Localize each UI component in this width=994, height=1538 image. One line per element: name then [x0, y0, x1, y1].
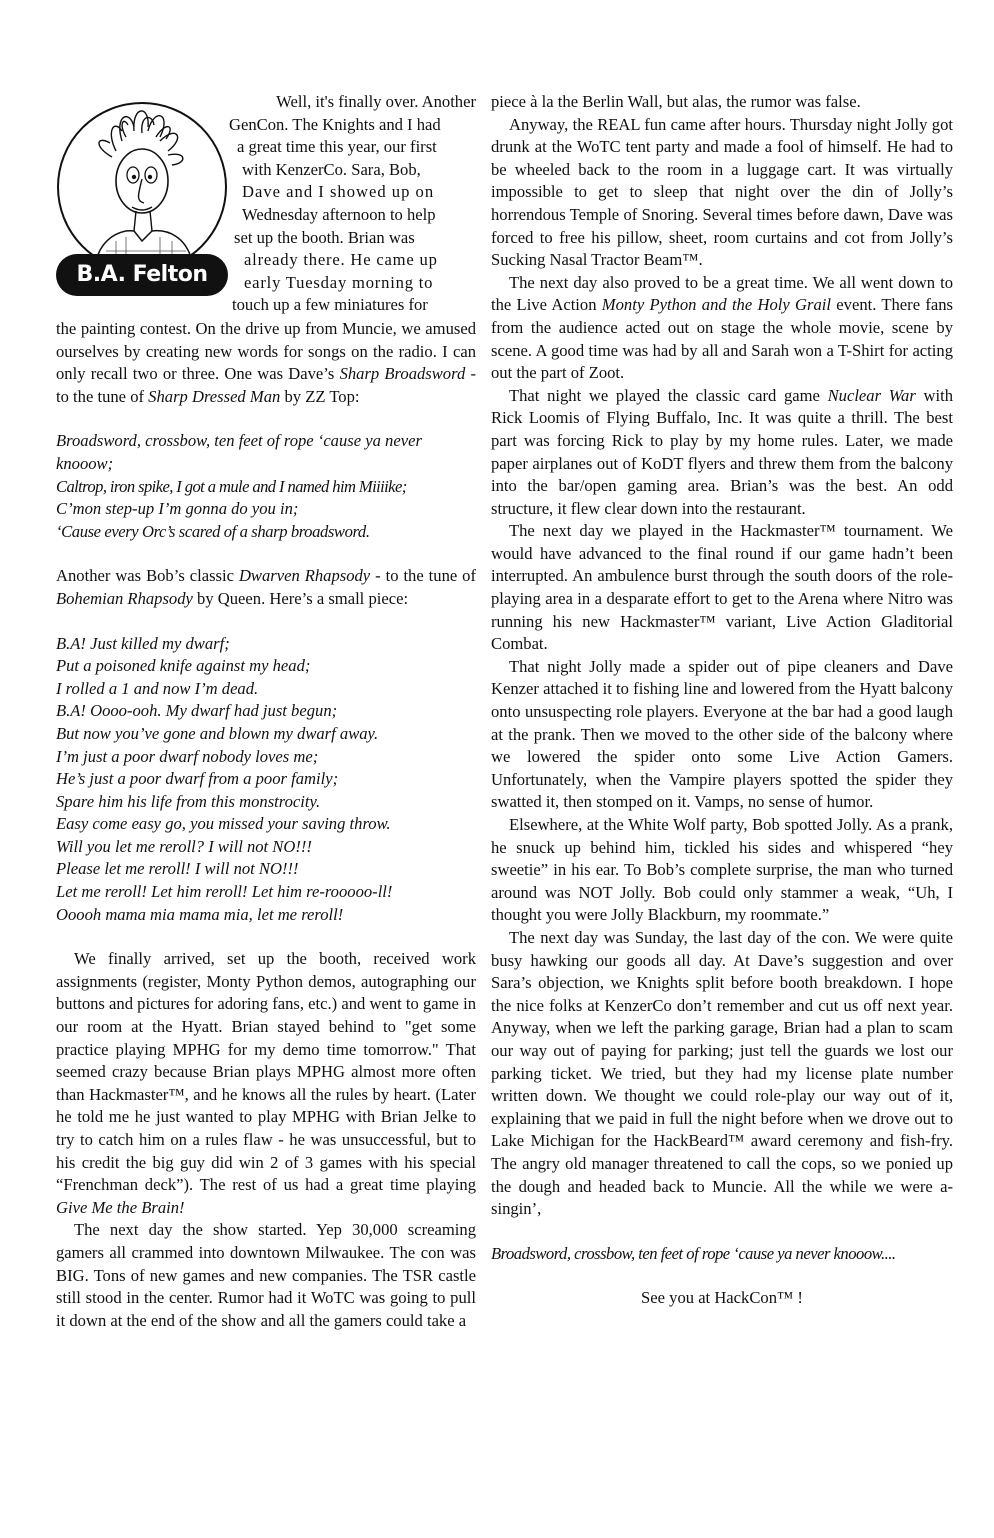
- text-run: The next day also proved to be a great time. We all went down to the Live Action: [491, 272, 953, 315]
- left-column: [56, 91, 476, 1332]
- intro-line: with KenzerCo. Sara, Bob,: [242, 159, 421, 179]
- text-run: event. There fans from the audience acted out on stage the whole movie, scene by scene. A good time was had by all and Sarah won a T-Shirt for acting out the part of Zoot.: [491, 295, 953, 383]
- paragraph: The next day was Sunday, the last day of the con. We were quite busy hawking our goods all day. At Dave’s suggestion and over Sara’s objection, we Knights split before booth breakdown. I hope the nice folks at KenzerCo don’t remember and cut us off next year. Anyway, when we left the parking garage, Brian had a plan to scam our way out of paying for parking; just tell the guards we lost our parking ticket. We tried, but they had my license plate number written down. We thought we could role-play our way out of it, explaining that we paid in full the night before when we drove out to Lake Michigan for the HackBeard™ award ceremony and fish-fry. The angry old manager threatened to call the cops, so we ponied up the dough and headed back to Muncie. All the while we were a-singin’,: [491, 927, 953, 1219]
- paragraph: Elsewhere, at the White Wolf party, Bob spotted Jolly. As a prank, he snuck up behind him, tickled his sides and whispered “hey sweetie” in his ear. To Bob’s complete surprise, the man who turned around was NOT Jolly. Bob could only stammer a weak, “Uh, I thought you were Jolly Blackburn, my roommate.”: [491, 815, 953, 925]
- verse-line: I rolled a 1 and now I’m dead.: [56, 678, 259, 698]
- verse-line: Spare him his life from this monstrocity.: [56, 791, 321, 811]
- paragraph: Anyway, the REAL fun came after hours. Thursday night Jolly got drunk at the WoTC tent party and made a fool of himself. He had to be wheeled back to the room in a luggage cart. It was virtually impossible to get to sleep that night over the din of Jolly’s horrendous Temple of Snoring. Several times before dawn, Dave was forced to free his pillow, sheet, room curtains and cot from Jolly’s Sucking Nasal Tractor Beam™.: [491, 114, 953, 270]
- verse-line: Broadsword, crossbow, ten feet of rope ‘cause ya never knooow;: [56, 431, 422, 473]
- paragraph: [56, 565, 476, 610]
- song-verse: [56, 633, 476, 927]
- paragraph: [56, 318, 476, 408]
- paragraph: That night Jolly made a spider out of pipe cleaners and Dave Kenzer attached it to fishing line and lowered from the Hyatt balcony onto unsuspecting role players. Everyone at the bar had a good laugh at the prank. Then we moved to the other side of the balcony where we lowered the spider onto some Live Action Gamers. Unfortunately, when the Vampire players spotted the spider they swatted it, then stomped on it. Vamps, no sense of humor.: [491, 656, 953, 812]
- signoff: See you at HackCon™ !: [641, 1288, 803, 1308]
- right-column: [491, 91, 953, 1310]
- paragraph: piece à la the Berlin Wall, but alas, the rumor was false.: [491, 92, 861, 111]
- text-run: by Queen. Here’s a small piece:: [192, 588, 409, 608]
- verse-line: B.A! Oooo-ooh. My dwarf had just begun;: [56, 701, 338, 721]
- text-run: - to the tune of: [370, 566, 476, 586]
- verse-line: Caltrop, iron spike, I got a mule and I named him Miiiike;: [56, 476, 407, 496]
- verse-line: C’mon step-up I’m gonna do you in;: [56, 499, 299, 519]
- text-run: Another was Bob’s classic: [56, 566, 239, 586]
- text-run: the painting contest. On the drive up from Muncie, we amused ourselves by creating new words for songs on the radio. I can only recall two or three. One was Dave’s: [56, 319, 476, 384]
- song-verse: [56, 430, 476, 543]
- closing-verse: Broadsword, crossbow, ten feet of rope ‘cause ya never knooow....: [491, 1243, 896, 1263]
- verse-line: I’m just a poor dwarf nobody loves me;: [56, 746, 319, 766]
- game-title: Nuclear War: [827, 385, 916, 405]
- intro-line: already there. He came up: [244, 250, 438, 270]
- verse-line: Will you let me reroll? I will not NO!!!: [56, 836, 312, 856]
- verse-line: Easy come easy go, you missed your saving throw.: [56, 814, 391, 834]
- game-title: Give Me the Brain!: [56, 1197, 185, 1217]
- text-run: by ZZ Top:: [280, 386, 360, 406]
- paragraph: [491, 385, 953, 521]
- song-title: Sharp Dressed Man: [148, 386, 281, 406]
- verse-line: B.A! Just killed my dwarf;: [56, 633, 230, 653]
- verse-line: Put a poisoned knife against my head;: [56, 656, 311, 676]
- verse-line: Let me reroll! Let him reroll! Let him re-rooooo-ll!: [56, 882, 393, 902]
- intro-line: Well, it's finally over. Another: [276, 92, 476, 111]
- intro-line: Dave and I showed up on: [242, 182, 435, 202]
- song-title: Dwarven Rhapsody: [238, 566, 371, 586]
- paragraph: [56, 948, 476, 1219]
- event-title: Monty Python and the Holy Grail: [601, 295, 832, 315]
- intro-line: Wednesday afternoon to help: [242, 204, 436, 224]
- text-run: with Rick Loomis of Flying Buffalo, Inc. It was quite a thrill. The best part was forcing Rick to play by my home rules. Later, we made paper airplanes out of KoDT flyers and threw them from the balcony into the bar/open gaming area. Brian’s was the best. An odd structure, it flew clear down into the restaurant.: [491, 385, 953, 518]
- paragraph: The next day we played in the Hackmaster™ tournament. We would have advanced to the final round if our game hadn’t been interrupted. An ambulence burst through the south doors of the role-playing area in a desparate effort to get to the Arena where Nitro was running his new Hackmaster™ variant, Live Action Gladitorial Combat.: [491, 521, 953, 654]
- author-header: [56, 91, 476, 318]
- song-title: Sharp Broadsword: [339, 364, 466, 384]
- text-run: We finally arrived, set up the booth, received work assignments (register, Monty Python demos, autographing our buttons and pictures for adoring fans, etc.) and went to game in our room at the Hyatt. Brian stayed behind to "get some practice playing MPHG for my demo time tomorrow." That seemed crazy because Brian plays MPHG almost more often than Hackmaster™, and he knows all the rules by heart. (Later he told me he just wanted to play MPHG with Brian Jelke to try to catch him on a rules flaw - he was unsuccessful, but to his credit the big guy did win 2 of 3 games with his special “Frenchman deck”). The rest of us had a great time playing: [56, 949, 476, 1195]
- song-title: Bohemian Rhapsody: [56, 588, 193, 608]
- text-run: - to the tune of: [56, 364, 476, 406]
- intro-line: early Tuesday morning to: [244, 272, 434, 292]
- verse-line: Ooooh mama mia mama mia, let me reroll!: [56, 904, 344, 924]
- verse-line: He’s just a poor dwarf from a poor family;: [56, 769, 339, 789]
- intro-line: set up the booth. Brian was: [234, 227, 415, 247]
- verse-line: ‘Cause every Orc’s scared of a sharp broadsword.: [56, 521, 370, 541]
- intro-line: touch up a few miniatures for: [232, 295, 428, 315]
- author-name-badge: B.A. Felton: [56, 254, 228, 296]
- verse-line: Please let me reroll! I will not NO!!!: [56, 859, 299, 879]
- text-run: That night we played the classic card game: [509, 385, 828, 405]
- paragraph: The next day the show started. Yep 30,000 screaming gamers all crammed into downtown Milwaukee. The con was BIG. Tons of new games and new companies. The TSR castle still stood in the center. Rumor had it WoTC was going to pull it down at the end of the show and all the gamers could take a: [56, 1220, 476, 1330]
- intro-line: a great time this year, our first: [237, 137, 437, 157]
- verse-line: But now you’ve gone and blown my dwarf away.: [56, 723, 379, 743]
- intro-paragraph: [212, 91, 476, 317]
- intro-line: GenCon. The Knights and I had: [229, 114, 441, 134]
- paragraph: [491, 272, 953, 385]
